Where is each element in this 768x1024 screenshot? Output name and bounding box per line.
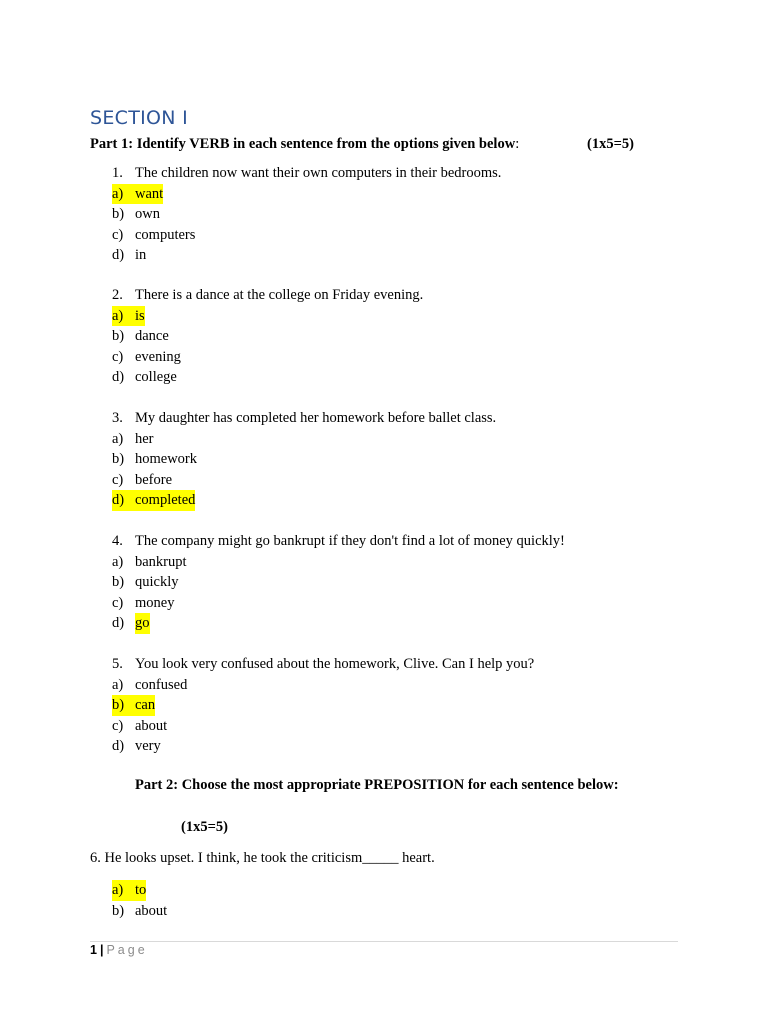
option-row [112,306,423,327]
option-text: before [135,471,173,488]
option-text: her [135,430,154,447]
part2-marks: (1x5=5) [181,819,228,835]
option-label: c) [112,471,124,488]
option-label: b) [112,206,125,222]
question-4 [112,531,565,634]
question-2 [112,285,423,388]
option-text: is [135,307,145,324]
option-b[interactable] [112,572,565,593]
question-6-text: 6. He looks upset. I think, he took the criticism_____ heart. [90,850,435,866]
option-label: d) [112,492,125,508]
option-label: b) [112,574,125,590]
option-text: can [135,697,156,713]
option-label: c) [112,348,124,365]
option-text: want [135,185,164,202]
option-row [112,880,167,901]
footer-divider [90,941,678,942]
question-number: 3. [112,410,123,426]
page-label: Page [106,943,148,957]
option-c[interactable] [112,593,565,614]
option-label: a) [112,430,124,447]
option-b[interactable] [112,449,496,470]
question-number: 5. [112,656,123,672]
question-5 [112,654,534,757]
question-number: 4. [112,533,123,549]
option-text: confused [135,676,188,693]
option-row [112,490,496,511]
option-c[interactable] [112,716,534,737]
option-b[interactable] [112,901,167,922]
option-text: bankrupt [135,553,187,570]
option-d[interactable] [112,367,423,388]
option-label: d) [112,369,125,385]
option-text: completed [135,492,196,508]
part2-heading: Part 2: Choose the most appropriate PREPOSITION for each sentence below: [135,777,619,793]
option-a[interactable] [112,306,145,327]
option-label: c) [112,717,124,734]
option-c[interactable] [112,225,501,246]
option-label: c) [112,226,124,243]
option-text: own [135,206,160,222]
option-d[interactable] [112,490,195,511]
question-text: The children now want their own computers in their bedrooms. [135,165,502,181]
question-1 [112,163,501,266]
part1-heading-text: Part 1: Identify VERB in each sentence from the options given below [90,136,516,152]
question-line [112,285,423,306]
option-text: homework [135,451,198,467]
question-6-options [112,880,167,921]
option-d[interactable] [112,613,565,634]
option-b[interactable] [112,326,423,347]
option-text: about [135,717,168,734]
question-text: The company might go bankrupt if they don't find a lot of money quickly! [135,533,565,549]
option-text: quickly [135,574,179,590]
section-title: SECTION I [90,107,189,129]
question-text: There is a dance at the college on Friday evening. [135,287,424,303]
page-number: 1 [90,943,97,957]
question-line [112,408,496,429]
option-d[interactable] [112,736,534,757]
question-line [112,531,565,552]
option-label: b) [112,451,125,467]
option-label: d) [112,247,125,263]
option-d[interactable] [112,245,501,266]
option-b[interactable] [112,204,501,225]
option-a[interactable] [112,675,534,696]
part1-heading [90,135,650,153]
footer-separator: | [99,943,104,957]
option-text: dance [135,328,169,344]
option-row [112,695,534,716]
option-text: very [135,738,161,754]
option-c[interactable] [112,347,423,368]
option-text: in [135,247,147,263]
page-footer [90,943,148,957]
option-label: a) [112,676,124,693]
option-label: d) [112,738,125,754]
option-label: d) [112,615,125,631]
option-a[interactable] [112,429,496,450]
option-text: about [135,902,168,919]
option-text: money [135,594,175,611]
option-label: b) [112,902,125,919]
option-text: evening [135,348,181,365]
option-text: to [135,882,147,898]
option-text: computers [135,226,196,243]
option-a[interactable] [112,880,146,901]
question-3 [112,408,496,511]
option-text: college [135,369,177,385]
option-b[interactable] [112,695,155,716]
part1-marks: (1x5=5) [587,136,634,152]
option-label: c) [112,594,124,611]
option-row [112,184,501,205]
option-a[interactable] [112,552,565,573]
question-text: My daughter has completed her homework before ballet class. [135,410,497,426]
question-number: 1. [112,165,123,181]
question-line [112,163,501,184]
option-label: a) [112,882,124,898]
option-label: b) [112,328,125,344]
option-label: a) [112,307,124,324]
option-c[interactable] [112,470,496,491]
part1-heading-colon: : [515,136,520,152]
option-text: go [135,613,150,634]
option-a[interactable] [112,184,163,205]
question-line [112,654,534,675]
question-text: You look very confused about the homework, Clive. Can I help you? [135,656,535,672]
option-label: a) [112,185,124,202]
question-number: 2. [112,287,123,303]
option-label: b) [112,697,125,713]
option-label: a) [112,553,124,570]
